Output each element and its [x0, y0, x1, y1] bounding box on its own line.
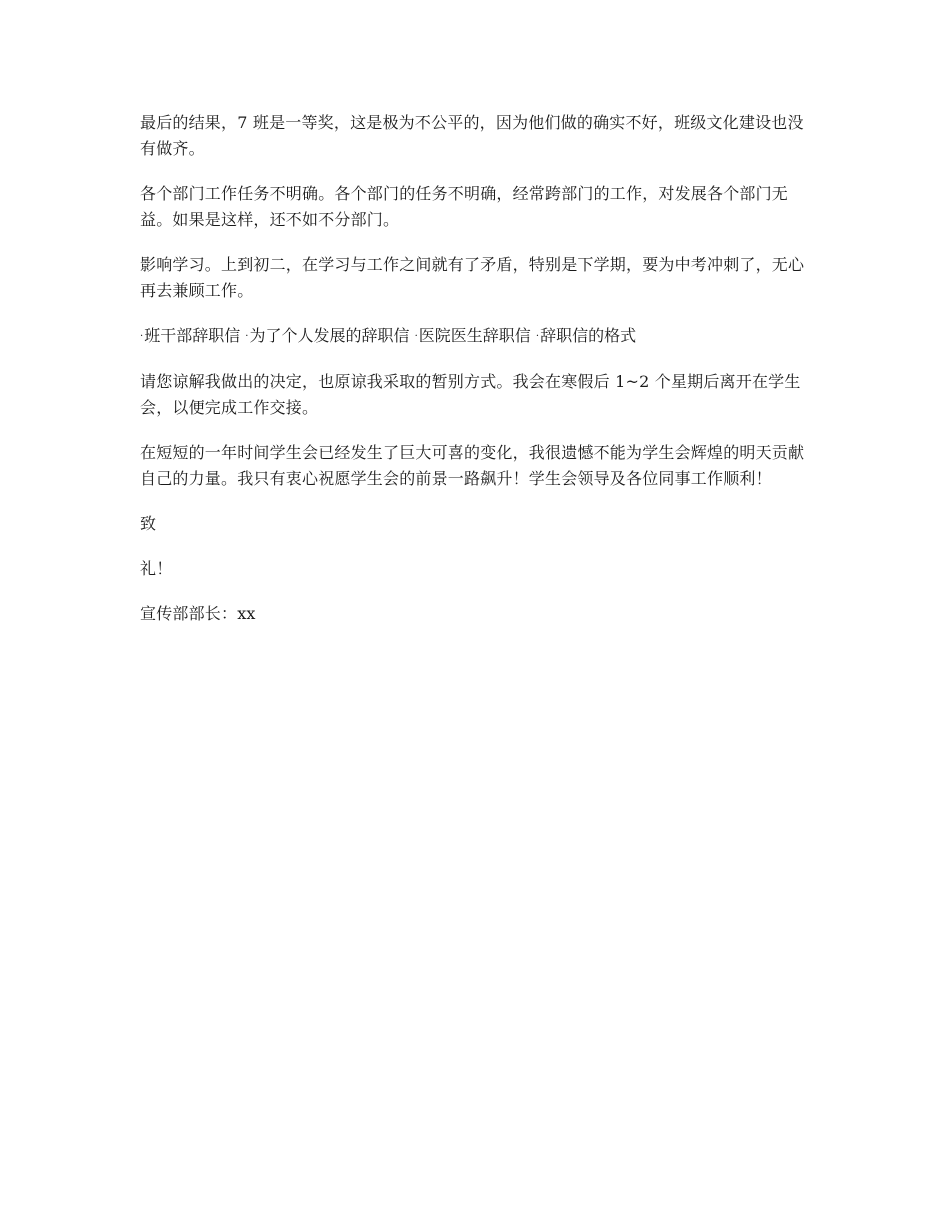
paragraph-department-tasks: 各个部门工作任务不明确。各个部门的任务不明确，经常跨部门的工作，对发展各个部门无益。如果是这样，还不如不分部门。 — [140, 184, 789, 229]
bullet-dot-icon: · — [535, 330, 540, 342]
paragraph-wishes: 在短短的一年时间学生会已经发生了巨大可喜的变化，我很遗憾不能为学生会辉煌的明天贡献自己的力量。我只有衷心祝愿学生会的前景一路飙升！学生会领导及各位同事工作顺利！ — [140, 442, 805, 488]
link-class-cadre-resignation[interactable]: 班干部辞职信 — [144, 326, 241, 345]
closing-regards: 礼！ — [140, 558, 173, 578]
closing-salutation: 致 — [140, 513, 157, 533]
related-links — [140, 323, 810, 350]
document-page — [140, 110, 810, 646]
paragraph-study-impact: 影响学习。上到初二，在学习与工作之间就有了矛盾，特别是下学期，要为中考冲刺了，无心再去兼顾工作。 — [140, 255, 805, 300]
paragraph-result: 最后的结果，7 班是一等奖，这是极为不公平的，因为他们做的确实不好，班级文化建设也没有做齐。 — [140, 113, 804, 158]
signature: 宣传部部长：xx — [140, 603, 256, 623]
link-resignation-format[interactable]: 辞职信的格式 — [540, 326, 637, 345]
bullet-dot-icon: · — [140, 330, 144, 342]
link-hospital-doctor-resignation[interactable]: 医院医生辞职信 — [418, 326, 531, 345]
bullet-dot-icon: · — [414, 330, 418, 342]
paragraph-apology: 请您谅解我做出的决定，也原谅我采取的暂别方式。我会在寒假后 1~2 个星期后离开在学生会，以便完成工作交接。 — [140, 371, 801, 417]
bullet-dot-icon: · — [245, 330, 249, 342]
link-personal-development-resignation[interactable]: 为了个人发展的辞职信 — [249, 326, 410, 345]
